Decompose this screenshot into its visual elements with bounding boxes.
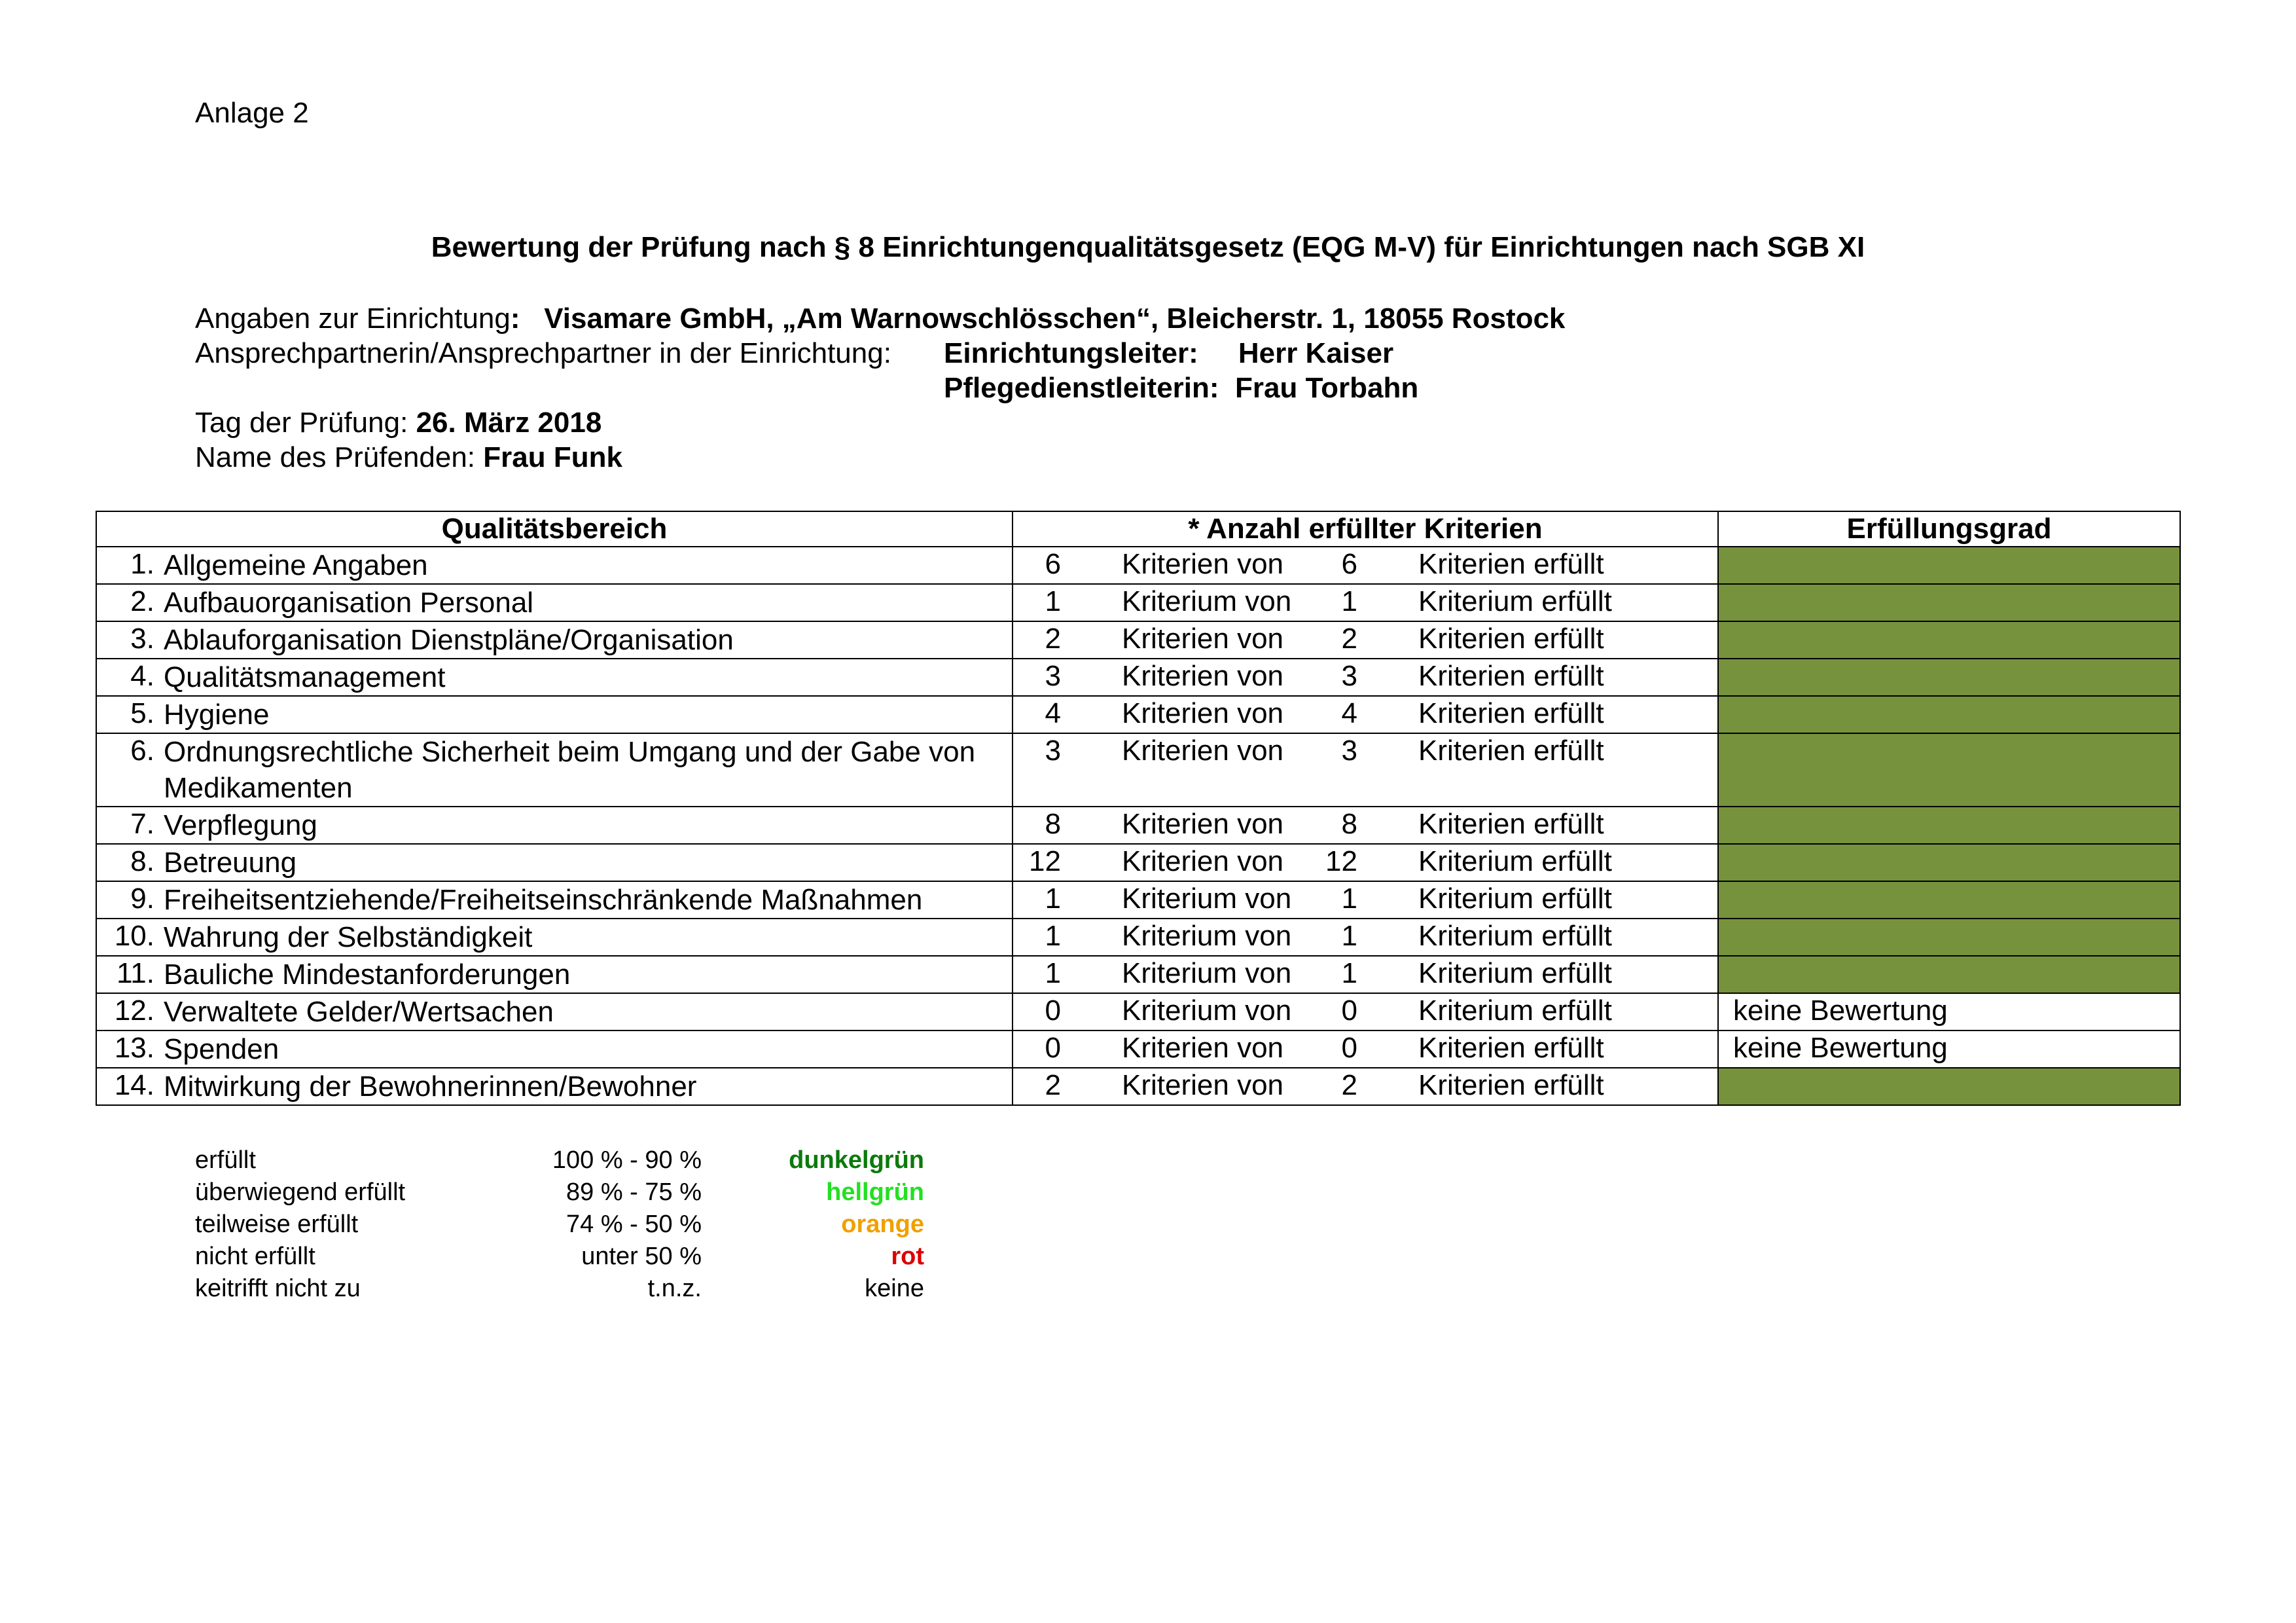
quality-area-cell <box>96 696 1013 733</box>
criteria-of-text: Kriterien von <box>1122 845 1284 877</box>
quality-area-cell <box>96 993 1013 1030</box>
criteria-of-text: Kriterien von <box>1122 808 1284 840</box>
contact-person-label: Ansprechpartnerin/Ansprechpartner in der Einrichtung: <box>195 337 891 369</box>
criteria-met-count: 4 <box>1045 697 1061 729</box>
area-number: 13. <box>114 1032 154 1064</box>
criteria-cell <box>1013 547 1718 584</box>
criteria-fulfilled-text: Kriterien erfüllt <box>1418 697 1604 729</box>
legend-range: 100 % - 90 % <box>552 1146 702 1174</box>
criteria-fulfilled-text: Kriterium erfüllt <box>1418 883 1612 915</box>
area-name: Hygiene <box>164 699 270 731</box>
area-number: 14. <box>114 1069 154 1101</box>
fulfillment-grade-cell <box>1718 547 2180 584</box>
inspector-label: Name des Prüfenden: <box>195 441 476 473</box>
table-header-row <box>96 511 2180 547</box>
area-number: 12. <box>114 994 154 1027</box>
legend-label: teilweise erfüllt <box>195 1211 359 1238</box>
criteria-total-count: 0 <box>1341 1032 1357 1064</box>
criteria-cell <box>1013 956 1718 993</box>
table-row <box>96 844 2180 881</box>
quality-area-cell <box>96 659 1013 696</box>
criteria-cell <box>1013 696 1718 733</box>
criteria-met-count: 6 <box>1045 548 1061 580</box>
criteria-total-count: 3 <box>1341 735 1357 767</box>
criteria-cell <box>1013 881 1718 919</box>
criteria-met-count: 1 <box>1045 883 1061 915</box>
quality-area-cell <box>96 956 1013 993</box>
table-row <box>96 733 2180 807</box>
criteria-total-count: 2 <box>1341 623 1357 655</box>
legend-color-name: hellgrün <box>826 1178 924 1206</box>
criteria-of-text: Kriterien von <box>1122 735 1284 767</box>
quality-area-cell <box>96 584 1013 621</box>
facility-value: Visamare GmbH, „Am Warnowschlösschen“, Bleicherstr. 1, 18055 Rostock <box>544 302 1566 335</box>
criteria-of-text: Kriterium von <box>1122 920 1292 952</box>
criteria-of-text: Kriterium von <box>1122 994 1292 1027</box>
area-number: 7. <box>130 808 154 840</box>
table-row <box>96 584 2180 621</box>
area-name: Ablauforganisation Dienstpläne/Organisation <box>164 624 734 656</box>
criteria-fulfilled-text: Kriterium erfüllt <box>1418 957 1612 989</box>
table-row <box>96 1068 2180 1105</box>
quality-area-cell <box>96 1030 1013 1068</box>
quality-area-cell <box>96 807 1013 844</box>
legend-label: überwiegend erfüllt <box>195 1178 406 1206</box>
fulfillment-grade-cell <box>1718 584 2180 621</box>
quality-area-cell <box>96 547 1013 584</box>
fulfillment-grade-cell <box>1718 919 2180 956</box>
area-name: Spenden <box>164 1033 279 1065</box>
quality-area-cell <box>96 1068 1013 1105</box>
area-number: 2. <box>130 585 154 617</box>
area-name: Betreuung <box>164 847 297 879</box>
criteria-met-count: 2 <box>1045 623 1061 655</box>
criteria-fulfilled-text: Kriterium erfüllt <box>1418 994 1612 1027</box>
fulfillment-grade-cell <box>1718 1068 2180 1105</box>
criteria-cell <box>1013 1030 1718 1068</box>
area-name: Freiheitsentziehende/Freiheitseinschränkende Maßnahmen <box>164 884 923 916</box>
criteria-total-count: 2 <box>1341 1069 1357 1101</box>
criteria-cell <box>1013 807 1718 844</box>
contact-person-row <box>195 336 1393 371</box>
fulfillment-grade-cell <box>1718 621 2180 659</box>
quality-area-cell <box>96 733 1013 807</box>
criteria-met-count: 8 <box>1045 808 1061 840</box>
legend-range: t.n.z. <box>647 1275 702 1302</box>
header-criteria-count: * Anzahl erfüllter Kriterien <box>1013 511 1718 547</box>
criteria-fulfilled-text: Kriterien erfüllt <box>1418 1032 1604 1064</box>
criteria-total-count: 3 <box>1341 660 1357 692</box>
criteria-of-text: Kriterien von <box>1122 1032 1284 1064</box>
fulfillment-grade-cell <box>1718 696 2180 733</box>
criteria-total-count: 8 <box>1341 808 1357 840</box>
area-number: 3. <box>130 623 154 655</box>
area-name: Ordnungsrechtliche Sicherheit beim Umgang und der Gabe von Medikamenten <box>164 736 976 804</box>
table-row <box>96 993 2180 1030</box>
fulfillment-grade-cell <box>1718 807 2180 844</box>
criteria-of-text: Kriterien von <box>1122 697 1284 729</box>
legend-label: keitrifft nicht zu <box>195 1275 361 1302</box>
legend-label: erfüllt <box>195 1146 256 1174</box>
facility-info-row <box>195 301 1565 336</box>
criteria-total-count: 4 <box>1341 697 1357 729</box>
criteria-of-text: Kriterium von <box>1122 957 1292 989</box>
area-number: 9. <box>130 883 154 915</box>
criteria-met-count: 2 <box>1045 1069 1061 1101</box>
fulfillment-grade-cell <box>1718 733 2180 807</box>
criteria-of-text: Kriterium von <box>1122 883 1292 915</box>
criteria-fulfilled-text: Kriterium erfüllt <box>1418 920 1612 952</box>
criteria-fulfilled-text: Kriterien erfüllt <box>1418 1069 1604 1101</box>
criteria-fulfilled-text: Kriterien erfüllt <box>1418 548 1604 580</box>
director-role: Einrichtungsleiter: <box>944 337 1198 369</box>
criteria-met-count: 1 <box>1045 920 1061 952</box>
area-name: Verpflegung <box>164 809 317 841</box>
criteria-fulfilled-text: Kriterium erfüllt <box>1418 845 1612 877</box>
quality-area-cell <box>96 919 1013 956</box>
quality-assessment-table <box>96 511 2181 1106</box>
area-name: Allgemeine Angaben <box>164 549 428 581</box>
criteria-met-count: 0 <box>1045 1032 1061 1064</box>
fulfillment-grade-cell: keine Bewertung <box>1718 1030 2180 1068</box>
fulfillment-grade-cell <box>1718 844 2180 881</box>
header-quality-area: Qualitätsbereich <box>96 511 1013 547</box>
legend-color-name: rot <box>891 1243 924 1270</box>
nursing-lead-row <box>195 371 1418 405</box>
criteria-of-text: Kriterien von <box>1122 548 1284 580</box>
fulfillment-grade-cell <box>1718 881 2180 919</box>
legend-color-name: dunkelgrün <box>789 1146 924 1174</box>
legend-color-name: orange <box>841 1211 924 1238</box>
area-number: 1. <box>130 548 154 580</box>
facility-label: Angaben zur Einrichtung <box>195 302 511 335</box>
table-row <box>96 956 2180 993</box>
criteria-fulfilled-text: Kriterium erfüllt <box>1418 585 1612 617</box>
table-row <box>96 547 2180 584</box>
table-row <box>96 621 2180 659</box>
table-row <box>96 807 2180 844</box>
criteria-met-count: 12 <box>1029 845 1061 877</box>
criteria-cell <box>1013 621 1718 659</box>
criteria-of-text: Kriterien von <box>1122 660 1284 692</box>
inspection-date-label: Tag der Prüfung: <box>195 407 408 439</box>
document-title: Bewertung der Prüfung nach § 8 Einrichtungenqualitätsgesetz (EQG M-V) für Einrichtungen nach SGB XI <box>431 231 1865 263</box>
criteria-total-count: 12 <box>1325 845 1357 877</box>
criteria-fulfilled-text: Kriterien erfüllt <box>1418 623 1604 655</box>
director-name: Herr Kaiser <box>1238 337 1394 369</box>
quality-area-cell <box>96 621 1013 659</box>
criteria-cell <box>1013 733 1718 807</box>
criteria-cell <box>1013 993 1718 1030</box>
criteria-total-count: 1 <box>1341 585 1357 617</box>
inspection-date-value: 26. März 2018 <box>416 407 602 439</box>
criteria-cell <box>1013 844 1718 881</box>
inspector-name: Frau Funk <box>483 441 622 473</box>
area-name: Bauliche Mindestanforderungen <box>164 958 571 991</box>
criteria-cell <box>1013 584 1718 621</box>
criteria-met-count: 3 <box>1045 735 1061 767</box>
criteria-cell <box>1013 919 1718 956</box>
table-row <box>96 659 2180 696</box>
legend-label: nicht erfüllt <box>195 1243 315 1270</box>
inspector-row <box>195 440 622 475</box>
legend-range: 74 % - 50 % <box>566 1211 702 1238</box>
table-row <box>96 1030 2180 1068</box>
inspection-date-row <box>195 405 601 440</box>
area-name: Qualitätsmanagement <box>164 661 446 693</box>
criteria-total-count: 1 <box>1341 957 1357 989</box>
table-row <box>96 919 2180 956</box>
nursing-lead-name: Frau Torbahn <box>1235 372 1419 404</box>
area-number: 4. <box>130 660 154 692</box>
area-number: 5. <box>130 697 154 729</box>
criteria-met-count: 1 <box>1045 585 1061 617</box>
criteria-total-count: 0 <box>1341 994 1357 1027</box>
nursing-lead-role: Pflegedienstleiterin: <box>944 372 1219 404</box>
criteria-fulfilled-text: Kriterien erfüllt <box>1418 735 1604 767</box>
legend-range: 89 % - 75 % <box>566 1178 702 1206</box>
criteria-cell <box>1013 1068 1718 1105</box>
fulfillment-grade-cell <box>1718 956 2180 993</box>
area-name: Verwaltete Gelder/Wertsachen <box>164 996 554 1028</box>
criteria-total-count: 1 <box>1341 920 1357 952</box>
area-number: 6. <box>130 735 154 767</box>
criteria-cell <box>1013 659 1718 696</box>
quality-area-cell <box>96 881 1013 919</box>
criteria-fulfilled-text: Kriterien erfüllt <box>1418 660 1604 692</box>
fulfillment-grade-cell: keine Bewertung <box>1718 993 2180 1030</box>
area-name: Wahrung der Selbständigkeit <box>164 921 533 953</box>
legend-color-name: keine <box>865 1275 924 1302</box>
header-fulfillment-grade: Erfüllungsgrad <box>1718 511 2180 547</box>
criteria-total-count: 6 <box>1341 548 1357 580</box>
criteria-fulfilled-text: Kriterien erfüllt <box>1418 808 1604 840</box>
criteria-met-count: 3 <box>1045 660 1061 692</box>
area-name: Mitwirkung der Bewohnerinnen/Bewohner <box>164 1070 697 1103</box>
area-name: Aufbauorganisation Personal <box>164 587 534 619</box>
criteria-of-text: Kriterium von <box>1122 585 1292 617</box>
criteria-met-count: 0 <box>1045 994 1061 1027</box>
criteria-of-text: Kriterien von <box>1122 623 1284 655</box>
area-number: 11. <box>117 957 154 989</box>
attachment-label: Anlage 2 <box>195 97 309 129</box>
quality-area-cell <box>96 844 1013 881</box>
table-row <box>96 696 2180 733</box>
facility-label-colon: : <box>510 302 520 335</box>
criteria-met-count: 1 <box>1045 957 1061 989</box>
table-row <box>96 881 2180 919</box>
area-number: 10. <box>114 920 154 952</box>
criteria-total-count: 1 <box>1341 883 1357 915</box>
legend-range: unter 50 % <box>581 1243 702 1270</box>
area-number: 8. <box>130 845 154 877</box>
criteria-of-text: Kriterien von <box>1122 1069 1284 1101</box>
fulfillment-grade-cell <box>1718 659 2180 696</box>
